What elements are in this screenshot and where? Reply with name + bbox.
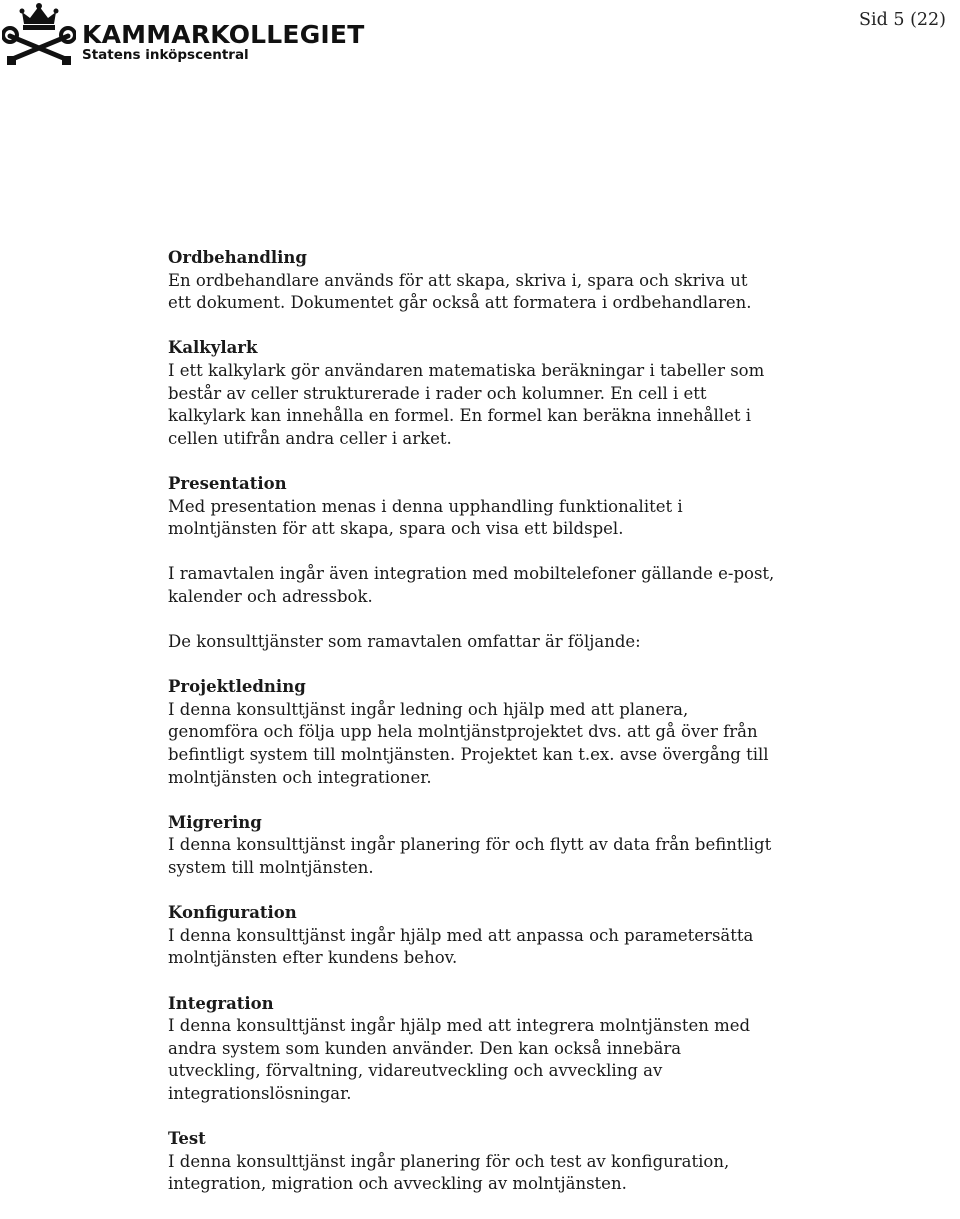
paragraph-line: Med presentation menas i denna upphandling funktionalitet i bbox=[168, 496, 683, 516]
paragraph-line: ett dokument. Dokumentet går också att formatera i ordbehandlaren. bbox=[168, 293, 752, 313]
paragraph-line: molntjänsten för att skapa, spara och visa ett bildspel. bbox=[168, 519, 624, 539]
section-heading: Konfiguration bbox=[168, 903, 297, 923]
paragraph-line: integrationslösningar. bbox=[168, 1083, 352, 1103]
paragraph-line: I denna konsulttjänst ingår hjälp med att anpassa och parametersätta bbox=[168, 925, 754, 945]
paragraph-line: andra system som kunden använder. Den kan också innebära bbox=[168, 1038, 682, 1058]
paragraph-line: I denna konsulttjänst ingår planering för och test av konfiguration, bbox=[168, 1151, 730, 1171]
paragraph-line: molntjänsten efter kundens behov. bbox=[168, 948, 458, 968]
paragraph-line: system till molntjänsten. bbox=[168, 858, 374, 878]
paragraph-line: cellen utifrån andra celler i arket. bbox=[168, 428, 452, 448]
crown-keys-emblem-icon bbox=[2, 2, 76, 68]
section-heading: Presentation bbox=[168, 473, 287, 493]
section bbox=[168, 563, 808, 608]
section-heading: Test bbox=[168, 1129, 206, 1149]
paragraph-line: I denna konsulttjänst ingår planering för och flytt av data från befintligt bbox=[168, 835, 772, 855]
section bbox=[168, 337, 808, 450]
org-name: KAMMARKOLLEGIET bbox=[82, 20, 365, 49]
section bbox=[168, 902, 808, 970]
section bbox=[168, 473, 808, 541]
page-number: Sid 5 (22) bbox=[859, 10, 946, 30]
kammarkollegiet-logo bbox=[0, 0, 365, 70]
paragraph-line: I ramavtalen ingår även integration med mobiltelefoner gällande e-post, bbox=[168, 564, 775, 584]
section bbox=[168, 812, 808, 880]
paragraph-line: kalender och adressbok. bbox=[168, 586, 373, 606]
section bbox=[168, 247, 808, 315]
document-body bbox=[168, 247, 808, 1219]
paragraph-line: I ett kalkylark gör användaren matematiska beräkningar i tabeller som bbox=[168, 360, 765, 380]
section-heading: Ordbehandling bbox=[168, 248, 307, 267]
section bbox=[168, 676, 808, 789]
paragraph-line: I denna konsulttjänst ingår hjälp med att integrera molntjänsten med bbox=[168, 1016, 751, 1036]
paragraph-line: utveckling, förvaltning, vidareutveckling och avveckling av bbox=[168, 1061, 663, 1081]
org-subtitle: Statens inköpscentral bbox=[82, 47, 249, 63]
section-heading: Kalkylark bbox=[168, 338, 258, 358]
paragraph-line: genomföra och följa upp hela molntjänstprojektet dvs. att gå över från bbox=[168, 722, 758, 742]
section-heading: Projektledning bbox=[168, 677, 306, 697]
paragraph-line: integration, migration och avveckling av molntjänsten. bbox=[168, 1174, 627, 1194]
paragraph-line: De konsulttjänster som ramavtalen omfattar är följande: bbox=[168, 632, 641, 652]
paragraph-line: består av celler strukturerade i rader och kolumner. En cell i ett bbox=[168, 383, 707, 403]
section bbox=[168, 631, 808, 654]
paragraph-line: befintligt system till molntjänsten. Projektet kan t.ex. avse övergång till bbox=[168, 745, 769, 765]
section bbox=[168, 1128, 808, 1196]
section-heading: Migrering bbox=[168, 812, 262, 832]
paragraph-line: En ordbehandlare används för att skapa, skriva i, spara och skriva ut bbox=[168, 270, 748, 290]
paragraph-line: I denna konsulttjänst ingår ledning och hjälp med att planera, bbox=[168, 699, 689, 719]
paragraph-line: molntjänsten och integrationer. bbox=[168, 767, 432, 787]
section bbox=[168, 993, 808, 1106]
paragraph-line: kalkylark kan innehålla en formel. En formel kan beräkna innehållet i bbox=[168, 406, 751, 426]
section-heading: Integration bbox=[168, 993, 274, 1013]
